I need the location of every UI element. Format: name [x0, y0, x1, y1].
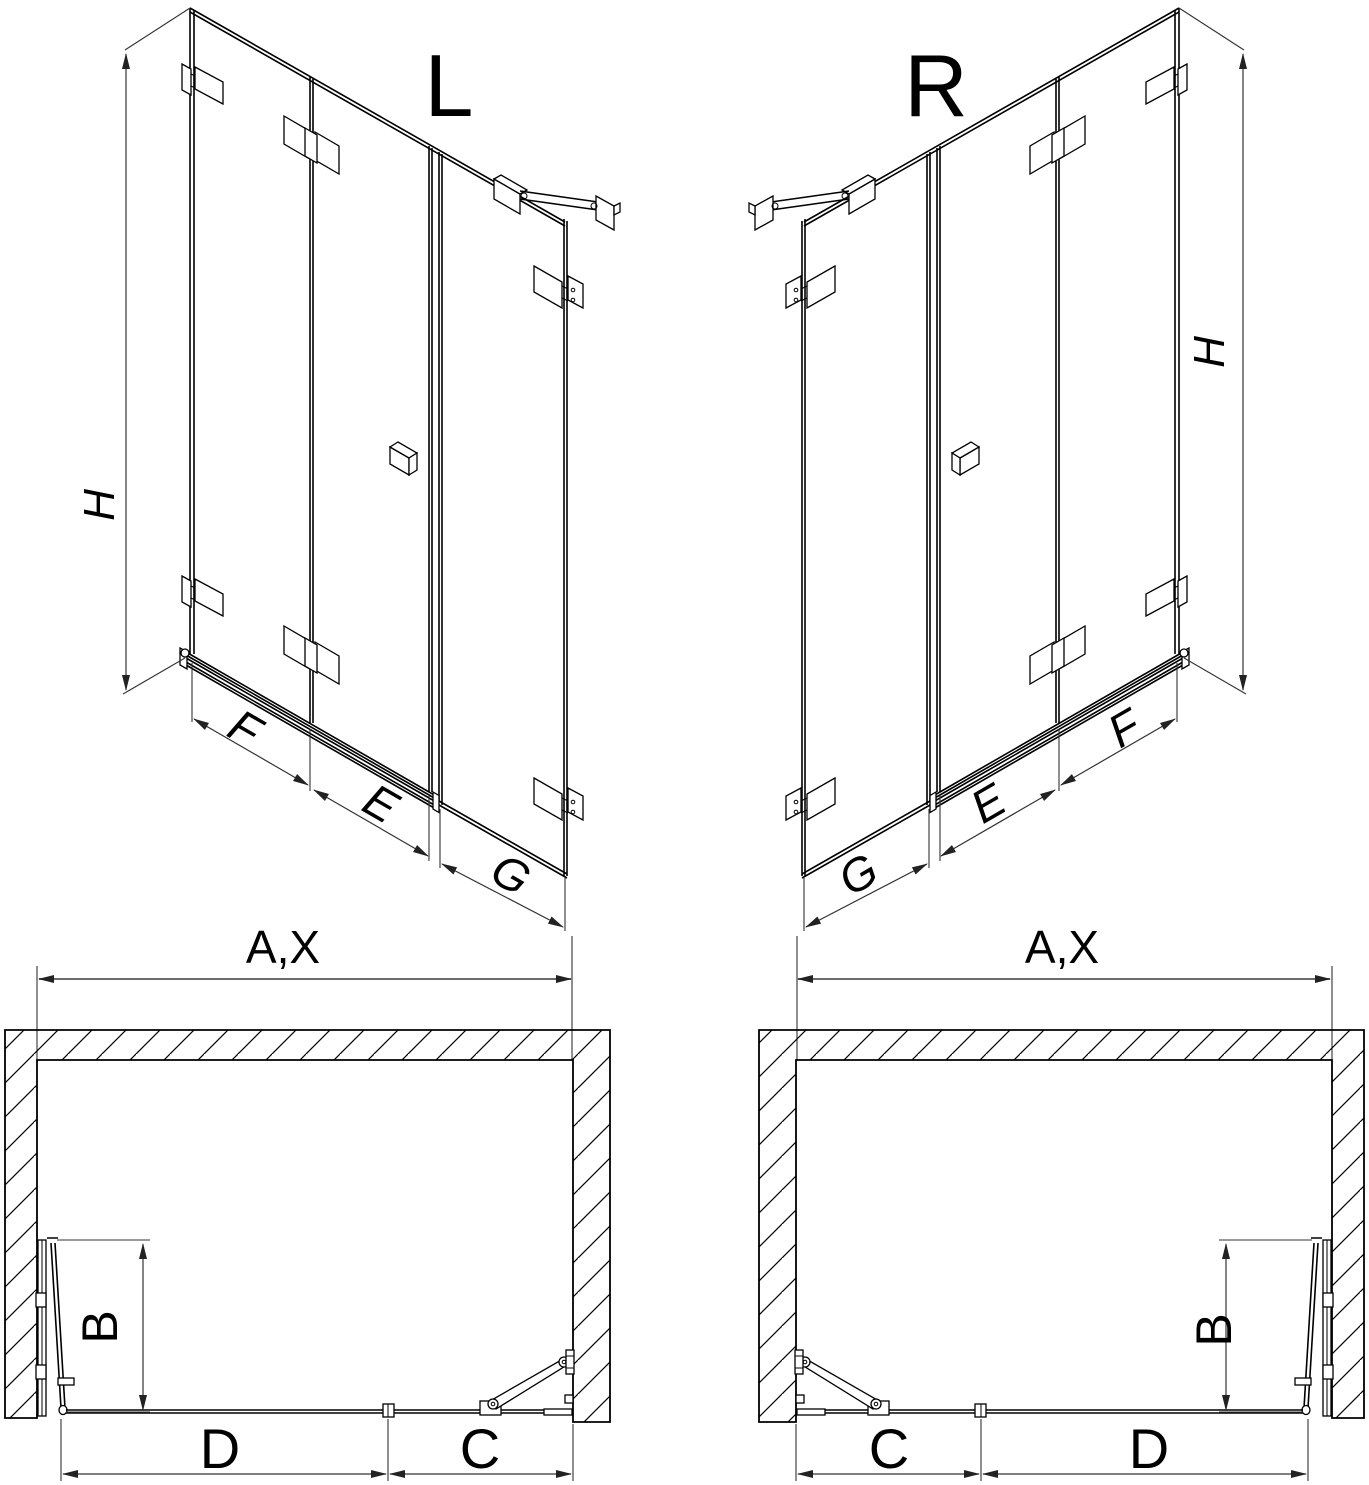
dim-label-b-right-plan: B	[1186, 1313, 1242, 1347]
dim-label-d-right-plan: D	[1128, 1417, 1170, 1480]
iso-view-right-linework	[749, 8, 1332, 1060]
dim-label-b-left-plan: B	[72, 1310, 128, 1344]
dim-label-c-right-plan: C	[868, 1417, 910, 1480]
dim-label-f-left: F	[219, 698, 271, 758]
dim-label-height-right: H	[1185, 336, 1234, 368]
view-label-r: R	[904, 36, 968, 135]
dim-label-d-left-plan: D	[199, 1417, 241, 1480]
dim-label-g-right: G	[829, 842, 887, 906]
dim-label-g-left: G	[482, 842, 540, 906]
plan-right-walls	[759, 1030, 1364, 1422]
dim-label-e-left: E	[354, 772, 408, 834]
dim-label-c-left-plan: C	[459, 1417, 501, 1480]
labels-layer	[72, 36, 1242, 1480]
dim-label-overall-width-left: A,X	[245, 921, 321, 973]
dim-label-e-right: E	[961, 772, 1015, 834]
dim-label-f-right: F	[1098, 698, 1150, 758]
view-label-l: L	[424, 36, 474, 135]
iso-view-left-linework	[37, 8, 620, 1060]
dim-label-height-left: H	[75, 489, 124, 521]
plan-left-walls	[5, 1030, 610, 1422]
dim-label-overall-width-right: A,X	[1024, 921, 1100, 973]
